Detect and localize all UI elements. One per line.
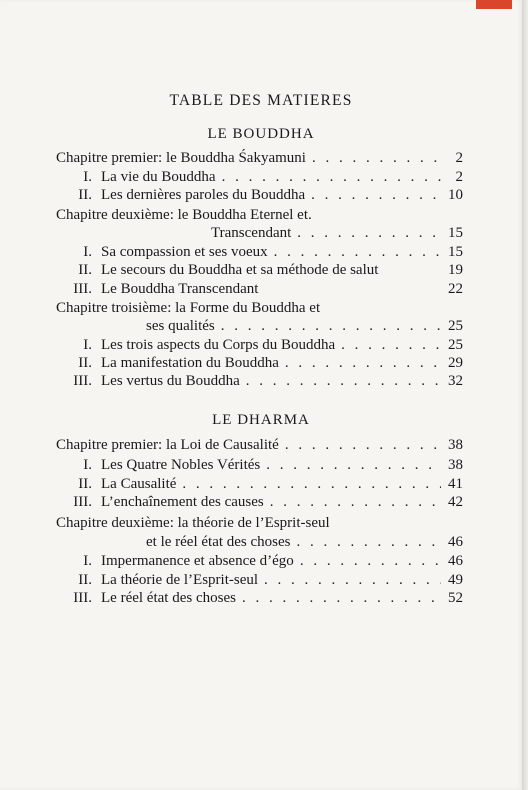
page-number: 29 xyxy=(448,355,463,371)
item-title: La théorie de l’Esprit-seul xyxy=(101,572,259,588)
item-numeral: III. xyxy=(73,373,92,389)
item-title: Les Quatre Nobles Vérités xyxy=(101,457,261,473)
page-number: 10 xyxy=(448,187,463,203)
dot-leader xyxy=(222,168,441,187)
item-numeral: III. xyxy=(73,494,92,510)
page-number: 41 xyxy=(448,476,463,492)
dot-leader xyxy=(274,243,441,262)
toc-item xyxy=(60,571,463,590)
dot-leader xyxy=(182,475,441,494)
toc-item xyxy=(60,186,463,205)
chapter-line-continued xyxy=(56,224,463,243)
toc-item xyxy=(60,589,463,608)
page-number: 2 xyxy=(455,169,463,185)
page-edge xyxy=(522,0,528,790)
item-title: La manifestation du Bouddha xyxy=(101,355,279,371)
chapter-title: Chapitre deuxième: le Bouddha Eternel et. xyxy=(56,207,312,223)
item-numeral: II. xyxy=(78,187,92,203)
item-numeral: II. xyxy=(78,572,92,588)
page-number: 46 xyxy=(448,553,463,569)
item-numeral: I. xyxy=(83,553,92,569)
page-number: 22 xyxy=(448,281,463,297)
page-number: 15 xyxy=(448,244,463,260)
chapter-title-continued: et le réel état des choses xyxy=(146,534,291,550)
dot-leader xyxy=(270,493,441,512)
chapter-line-continued xyxy=(56,533,463,552)
toc-item xyxy=(60,261,463,280)
item-title: Le réel état des choses xyxy=(101,590,236,606)
dot-leader xyxy=(341,336,441,355)
page-number: 42 xyxy=(448,494,463,510)
toc-item xyxy=(60,552,463,571)
item-numeral: I. xyxy=(83,337,92,353)
chapter-title: Chapitre premier: le Bouddha Śakyamuni xyxy=(56,150,306,166)
page-number: 49 xyxy=(448,572,463,588)
item-title: Les trois aspects du Corps du Bouddha xyxy=(101,337,336,353)
item-title: Impermanence et absence d’égo xyxy=(101,553,294,569)
dot-leader xyxy=(221,317,441,336)
dot-leader xyxy=(242,589,441,608)
chapter-title: Chapitre premier: la Loi de Causalité xyxy=(56,437,279,453)
item-title: Le secours du Bouddha et sa méthode de salut xyxy=(101,262,379,278)
chapter-line xyxy=(56,206,463,225)
page-number: 46 xyxy=(448,534,463,550)
page-number: 52 xyxy=(448,590,463,606)
chapter-line-continued xyxy=(56,317,463,336)
item-numeral: III. xyxy=(73,590,92,606)
item-numeral: II. xyxy=(78,355,92,371)
item-title: Les vertus du Bouddha xyxy=(101,373,240,389)
dot-leader xyxy=(285,436,441,455)
toc-item xyxy=(60,372,463,391)
page-number: 15 xyxy=(448,225,463,241)
dot-leader xyxy=(285,354,441,373)
item-numeral: I. xyxy=(83,457,92,473)
chapter-title: Chapitre deuxième: la théorie de l’Esprit-seul xyxy=(56,515,330,531)
toc-item xyxy=(60,354,463,373)
toc-item xyxy=(60,336,463,355)
item-title: La vie du Bouddha xyxy=(101,169,216,185)
item-title: L’enchaînement des causes xyxy=(101,494,264,510)
item-title: La Causalité xyxy=(101,476,177,492)
section-heading-bouddha: LE BOUDDHA xyxy=(207,126,315,142)
dot-leader xyxy=(297,224,441,243)
page-number: 25 xyxy=(448,318,463,334)
toc-item xyxy=(60,475,463,494)
page-number: 25 xyxy=(448,337,463,353)
item-title: Le Bouddha Transcendant xyxy=(101,281,259,297)
item-title: Sa compassion et ses voeux xyxy=(101,244,268,260)
section-heading-dharma: LE DHARMA xyxy=(212,412,310,428)
toc-item xyxy=(60,168,463,187)
toc-item xyxy=(60,280,463,299)
chapter-title: Chapitre troisième: la Forme du Bouddha et xyxy=(56,300,321,316)
chapter-line xyxy=(56,149,463,168)
dot-leader xyxy=(297,533,441,552)
chapter-title-continued: Transcendant xyxy=(211,225,292,241)
chapter-title-continued: ses qualités xyxy=(146,318,215,334)
dot-leader xyxy=(311,186,441,205)
ribbon-mark xyxy=(476,0,512,9)
item-numeral: III. xyxy=(73,281,92,297)
item-numeral: I. xyxy=(83,244,92,260)
dot-leader xyxy=(246,372,441,391)
toc-item xyxy=(60,493,463,512)
chapter-line xyxy=(56,514,463,533)
page-title: TABLE DES MATIERES xyxy=(169,92,353,109)
dot-leader xyxy=(266,456,441,475)
page-number: 2 xyxy=(455,150,463,166)
page-number: 38 xyxy=(448,437,463,453)
item-numeral: I. xyxy=(83,169,92,185)
dot-leader xyxy=(312,149,441,168)
toc-item xyxy=(60,243,463,262)
page-number: 38 xyxy=(448,457,463,473)
dot-leader xyxy=(300,552,441,571)
toc-item xyxy=(60,456,463,475)
item-title: Les dernières paroles du Bouddha xyxy=(101,187,306,203)
page-number: 19 xyxy=(448,262,463,278)
item-numeral: II. xyxy=(78,476,92,492)
chapter-line xyxy=(56,436,463,455)
page-number: 32 xyxy=(448,373,463,389)
chapter-line xyxy=(56,299,463,318)
item-numeral: II. xyxy=(78,262,92,278)
dot-leader xyxy=(264,571,441,590)
